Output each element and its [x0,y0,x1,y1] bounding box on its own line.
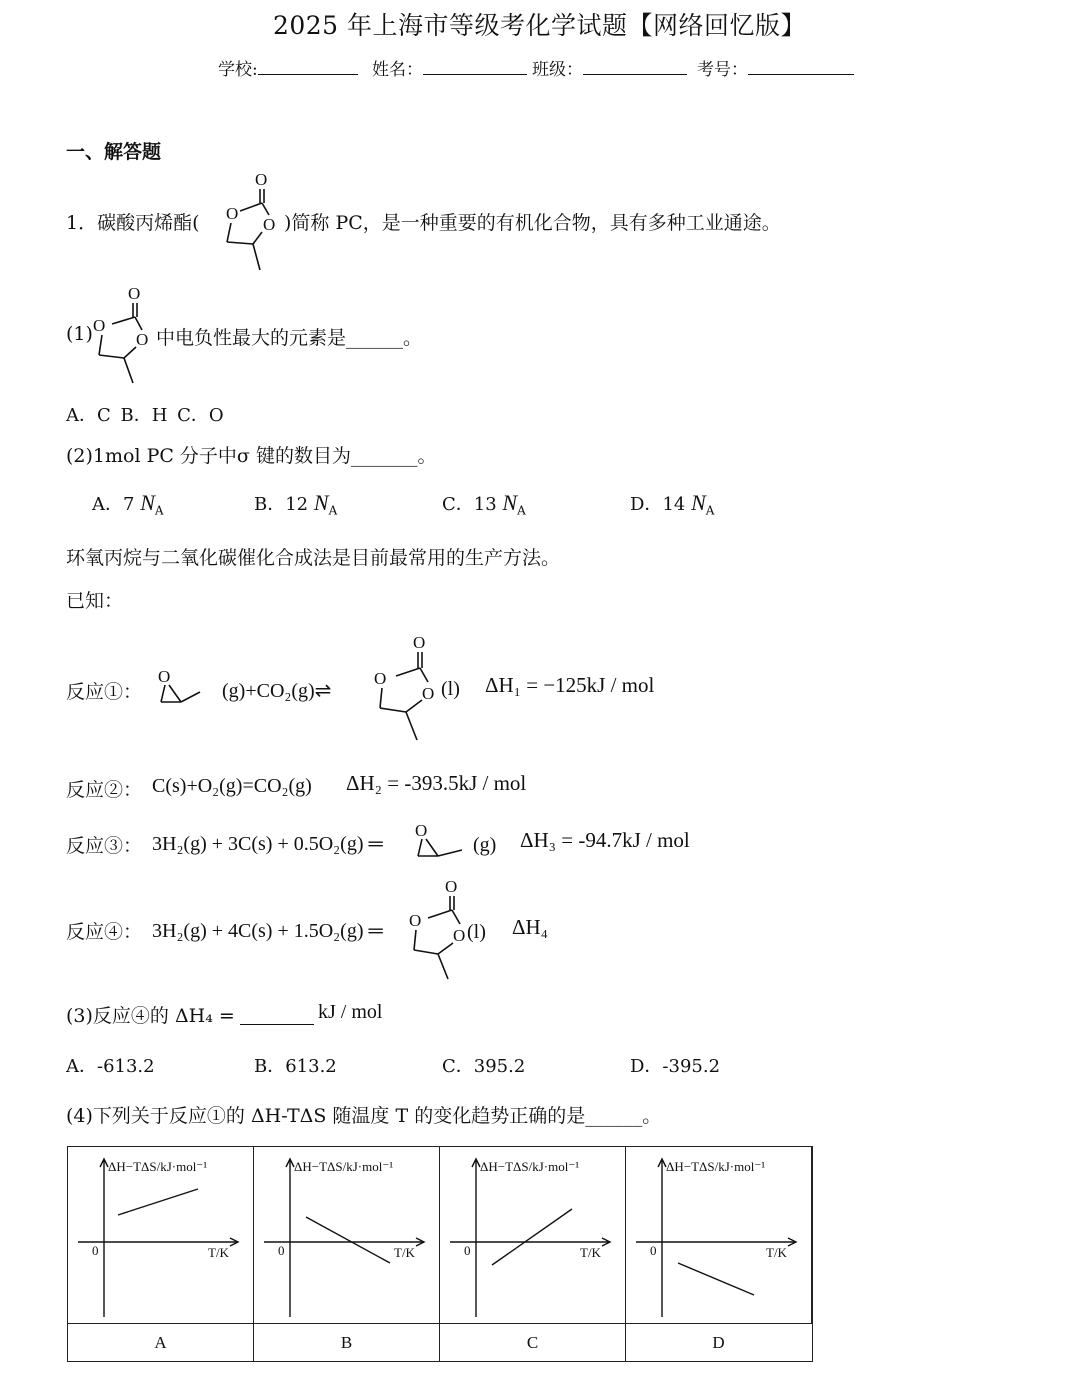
option-unit-sub: A [517,503,526,518]
reaction-2-label: 反应②： [66,779,143,801]
class-field[interactable] [532,55,687,80]
school-label: 学校: [218,60,258,80]
graph-origin: 0 [464,1243,471,1258]
q1-intro-suffix: )简称 PC，是一种重要的有机化合物，具有多种工业通途。 [284,212,781,234]
graph-ylabel: ΔH−TΔS/kJ·mol⁻¹ [480,1159,580,1174]
known-text: 已知： [66,590,124,612]
graph-cell-d[interactable] [626,1147,812,1323]
graph-label-a[interactable]: A [68,1324,254,1362]
svg-text:O: O [374,669,387,688]
q1-p2-text: (2)1mol PC 分子中σ 键的数目为_______。 [66,445,437,467]
reaction-2-eq: C(s)+O₂(g)=CO₂(g) [152,775,312,797]
svg-text:O: O [453,926,466,945]
trend-line [118,1189,198,1215]
graph-cell-c[interactable] [440,1147,626,1323]
pc-structure-icon [205,168,285,274]
name-blank[interactable] [423,60,527,75]
exam-no-field[interactable] [697,55,854,80]
q1-p4-text: (4)下列关于反应①的 ΔH-TΔS 随温度 T 的变化趋势正确的是______。 [66,1105,662,1127]
graph-cell-b[interactable] [254,1147,440,1323]
graph-c [440,1147,625,1323]
reaction-4-dh: ΔH₄ [512,915,548,939]
pc-structure-icon [82,280,162,386]
option-unit-sub: A [705,503,715,518]
graph-origin: 0 [278,1243,285,1258]
graph-options-table [67,1146,813,1362]
p3-answer-blank[interactable] [240,1006,314,1025]
reaction-1-dh: ΔH₁ = −125kJ / mol [485,673,655,697]
reaction-4-state: (l) [467,921,486,943]
propylene-oxide-icon [412,818,478,862]
q1-intro-prefix: 1．碳酸丙烯酯( [66,212,200,234]
graph-origin: 0 [650,1243,657,1258]
school-blank[interactable] [258,60,358,75]
q1-p3-option-b: B．613.2 [254,1056,337,1077]
svg-text:O: O [158,667,171,686]
graph-a [68,1147,253,1323]
section-heading: 一、解答题 [66,141,162,163]
option-value: 14 [662,494,692,515]
q1-p2-option-c [442,490,526,518]
reaction-1-state: (l) [441,678,460,700]
graph-xlabel: T/K [394,1245,415,1260]
q1-p2-option-d [630,490,714,518]
graph-xlabel: T/K [766,1245,787,1260]
graph-cell-a[interactable] [68,1147,254,1323]
graph-ylabel: ΔH−TΔS/kJ·mol⁻¹ [108,1159,208,1174]
q1-p3-option-c: C．395.2 [442,1056,526,1077]
option-letter: D． [630,494,663,515]
svg-text:O: O [445,877,458,896]
graph-ylabel: ΔH−TΔS/kJ·mol⁻¹ [666,1159,766,1174]
option-unit-sub: A [328,503,338,518]
graph-b [254,1147,439,1323]
graph-label-b[interactable]: B [254,1324,440,1362]
svg-text:O: O [128,284,141,303]
name-field[interactable] [372,55,527,80]
option-unit-sub: A [154,503,164,518]
option-unit: N [502,490,518,515]
graph-origin: 0 [92,1243,99,1258]
svg-text:O: O [255,170,268,189]
option-unit: N [691,490,706,515]
reaction-4-label: 反应④： [66,921,143,943]
reaction-3-dh: ΔH₃ = -94.7kJ / mol [520,828,690,852]
reaction-3-label: 反应③： [66,835,143,857]
reaction-2-dh: ΔH₂ = -393.5kJ / mol [346,771,527,795]
graph-label-c[interactable]: C [440,1324,626,1362]
option-letter: C． [442,494,474,515]
graph-label-row [68,1323,812,1362]
class-label: 班级： [532,60,583,80]
reaction-4-eq: 3H₂(g) + 4C(s) + 1.5O₂(g) ═ [152,920,383,942]
class-blank[interactable] [583,60,687,75]
graph-label-d[interactable]: D [712,1333,725,1352]
svg-text:O: O [263,215,276,234]
q1-p1-options: A．C B．H C．O [66,405,224,426]
school-field[interactable] [218,55,358,80]
q1-p3-option-a: A．-613.2 [66,1056,155,1077]
graph-d [626,1147,811,1323]
reaction-1-label: 反应①： [66,681,143,703]
svg-text:O: O [413,633,426,652]
method-text: 环氧丙烷与二氧化碳催化合成法是目前最常用的生产方法。 [66,547,561,569]
svg-text:O: O [415,821,428,840]
q1-p2-option-a [92,490,164,518]
svg-text:O: O [226,204,239,223]
svg-text:O: O [93,316,106,335]
option-unit: N [140,490,155,515]
graph-xlabel: T/K [208,1245,229,1260]
graph-ylabel: ΔH−TΔS/kJ·mol⁻¹ [294,1159,394,1174]
option-unit: N [313,490,329,515]
reaction-1-mid: (g)+CO₂(g)⇌ [222,680,332,702]
q1-p3-prefix: (3)反应④的 ΔH₄ = [66,1005,235,1027]
trend-line [306,1217,390,1263]
pc-structure-icon [368,628,448,746]
option-value: 12 [285,494,314,515]
svg-text:O: O [409,911,422,930]
exam-no-blank[interactable] [748,60,854,75]
svg-text:O: O [136,330,149,349]
propylene-oxide-icon [155,664,221,708]
option-letter: B． [254,494,286,515]
q1-p2-option-b [254,490,337,518]
reaction-3-eq: 3H₂(g) + 3C(s) + 0.5O₂(g) ═ [152,833,383,855]
svg-text:O: O [422,684,435,703]
option-letter: A． [92,494,123,515]
name-label: 姓名： [372,60,423,80]
q1-p3-option-d: D．-395.2 [630,1056,721,1077]
trend-line [492,1209,572,1265]
option-value: 7 [123,494,141,515]
exam-no-label: 考号： [697,60,748,80]
q1-p1-prefix: (1) [66,323,93,345]
page-title: 2025 年上海市等级考化学试题【网络回忆版】 [272,11,807,40]
trend-line [678,1263,754,1295]
graph-xlabel: T/K [580,1245,601,1260]
option-value: 13 [473,494,503,515]
q1-p1-text: 中电负性最大的元素是______。 [156,327,423,349]
q1-p3-unit: kJ / mol [318,1001,383,1023]
reaction-3-state: (g) [473,834,497,856]
